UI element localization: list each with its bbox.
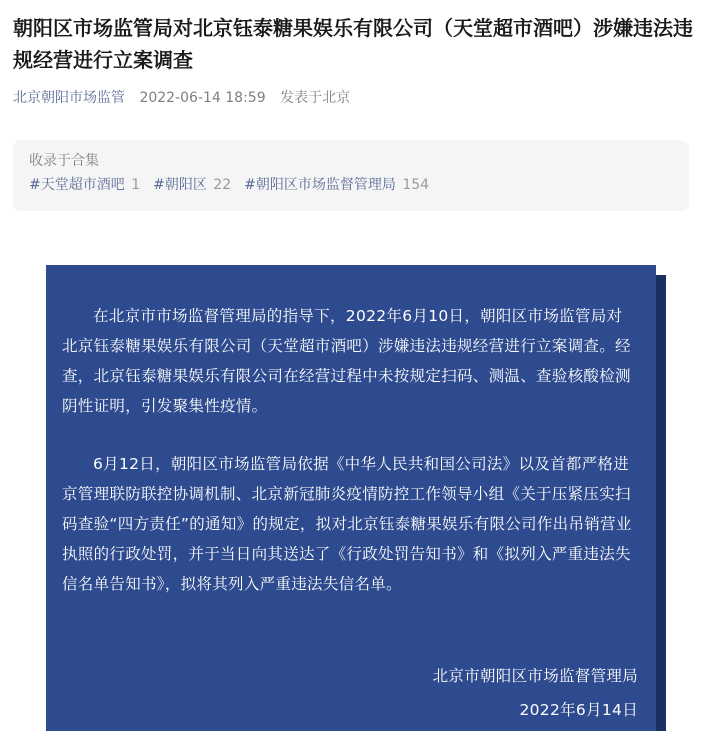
- tag-name: #天堂超市酒吧: [29, 177, 125, 193]
- tag-count: 22: [213, 177, 232, 193]
- tag-name: #朝阳区市场监督管理局: [244, 177, 396, 193]
- publish-location: 发表于北京: [280, 90, 351, 106]
- publish-time: 2022-06-14 18:59: [139, 90, 266, 106]
- notice-signature: 北京市朝阳区市场监督管理局: [432, 667, 638, 685]
- tag-count: 154: [402, 177, 430, 193]
- collection-tags: [29, 175, 673, 195]
- tag-link-tiantang-bar[interactable]: [29, 175, 140, 195]
- collection-panel: [13, 140, 689, 211]
- notice-paragraph: 6月12日，朝阳区市场监管局依据《中华人民共和国公司法》以及首都严格进京管理联防联控协调机制、北京新冠肺炎疫情防控工作领导小组《关于压紧压实扫码查验“四方责任”的通知》的规定，拟对北京钰泰糖果娱乐有限公司作出吊销营业执照的行政处罚，并于当日向其送达了《行政处罚告知书》和《拟列入严重违法失信名单告知书》，拟将其列入严重违法失信名单。: [62, 455, 632, 593]
- notice-paragraph: 在北京市市场监督管理局的指导下，2022年6月10日，朝阳区市场监管局对北京钰泰糖果娱乐有限公司（天堂超市酒吧）涉嫌违法违规经营进行立案调查。经查，北京钰泰糖果娱乐有限公司在经营过程中未按规定扫码、测温、查验核酸检测阴性证明，引发聚集性疫情。: [62, 307, 631, 415]
- account-name-link[interactable]: 北京朝阳市场监管: [13, 90, 125, 106]
- tag-count: 1: [131, 177, 141, 193]
- notice-date: 2022年6月14日: [519, 701, 638, 719]
- collection-label: 收录于合集: [29, 153, 99, 169]
- tag-link-market-bureau[interactable]: [244, 175, 429, 195]
- tag-name: #朝阳区: [153, 177, 207, 193]
- article-meta: [13, 88, 350, 108]
- notice-signature-block: [433, 661, 638, 725]
- notice-image: [46, 265, 656, 731]
- article-title: 朝阳区市场监管局对北京钰泰糖果娱乐有限公司（天堂超市酒吧）涉嫌违法违规经营进行立案调查: [13, 16, 693, 72]
- tag-link-chaoyang[interactable]: [153, 175, 231, 195]
